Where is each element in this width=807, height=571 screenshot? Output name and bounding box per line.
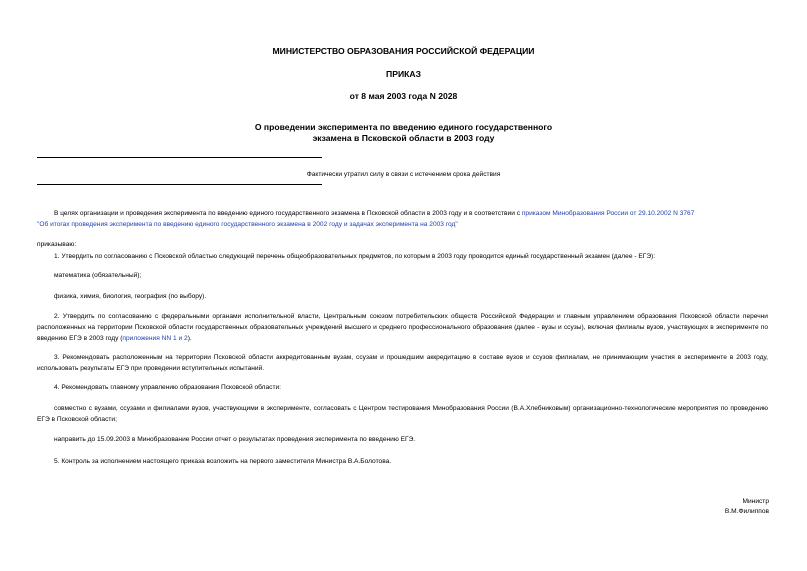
item-4-b: направить до 15.09.2003 в Минобразование России отчет о результатах проведения эксперимента по введению ЕГЭ. <box>54 436 416 443</box>
item-1: 1. Утвердить по согласованию с Псковской областью следующий перечень общеобразовательных предметов, по которым в 2003 году проводится единый государственный экзамен (далее - ЕГЭ): <box>54 253 656 260</box>
item-1-b: физика, химия, биология, география (по выбору). <box>54 293 207 300</box>
item-4-a: совместно с вузами, ссузами и филиалами вузов, участвующими в эксперименте, согласовать с Центром тестирования Минобразования России (В.А.Хлебниковым) организационно-технологические мероприятия по проведению ЕГЭ в Псковской области; <box>37 405 768 423</box>
item-1-a: математика (обязательный); <box>54 272 142 279</box>
doc-type-heading: ПРИКАЗ <box>386 69 421 79</box>
order-3767-link[interactable]: приказом Минобразования России от 29.10.2002 N 3767 <box>521 210 695 217</box>
top-divider <box>37 157 322 158</box>
title-line-1: О проведении эксперимента по введению единого государственного <box>254 122 553 132</box>
bottom-divider <box>37 184 322 185</box>
item-3: 3. Рекомендовать расположенным на территории Псковской области аккредитованным вузам, ссузам и прошедшим аккредитацию в составе вузов и ссузов филиалам, не принимающим участия в эксперименте в 2003 году, использовать результаты ЕГЭ при проведении вступительных испытаний. <box>37 354 768 372</box>
item-5: 5. Контроль за исполнением настоящего приказа возложить на первого заместителя Министра В.А.Болотова. <box>54 458 392 465</box>
status-note: Фактически утратил силу в связи с истечением срока действия <box>306 171 501 178</box>
appendix-link[interactable]: приложения NN 1 и 2 <box>122 335 188 342</box>
intro-text: В целях организации и проведения эксперимента по введению единого государственного экзамена в Псковской области в 2003 году и в соответствии с <box>54 210 522 217</box>
signature-position: Министр <box>742 498 769 505</box>
item-4: 4. Рекомендовать главному управлению образования Псковской области: <box>54 384 281 391</box>
item-2-text: 2. Утвердить по согласованию с федеральными органами исполнительной власти, Центральным союзом потребительских обществ Российской Федерации и главным управлением образования Псковской области перечни расположенных на территории Псковской области государственных образовательных учреждений высшего и среднего профессионального образования (далее - вузы и ссузы), включая филиалы вузов, участвующих в эксперименте по введению ЕГЭ в 2003 году ( <box>37 313 768 342</box>
intro-paragraph <box>37 208 768 230</box>
date-number-heading: от 8 мая 2003 года N 2028 <box>349 91 458 101</box>
item-2-end: ). <box>187 335 192 342</box>
title-line-2: экзамена в Псковской области в 2003 году <box>312 133 495 143</box>
item-2 <box>37 311 768 344</box>
signature-name: В.М.Филиппов <box>724 508 769 515</box>
ministry-heading: МИНИСТЕРСТВО ОБРАЗОВАНИЯ РОССИЙСКОЙ ФЕДЕРАЦИИ <box>272 46 535 56</box>
order-3767-title-link[interactable]: "Об итогах проведения эксперимента по введению единого государственного экзамена в 2002 году и задачах эксперимента на 2003 год" <box>37 221 458 228</box>
order-word: приказываю: <box>37 241 77 248</box>
